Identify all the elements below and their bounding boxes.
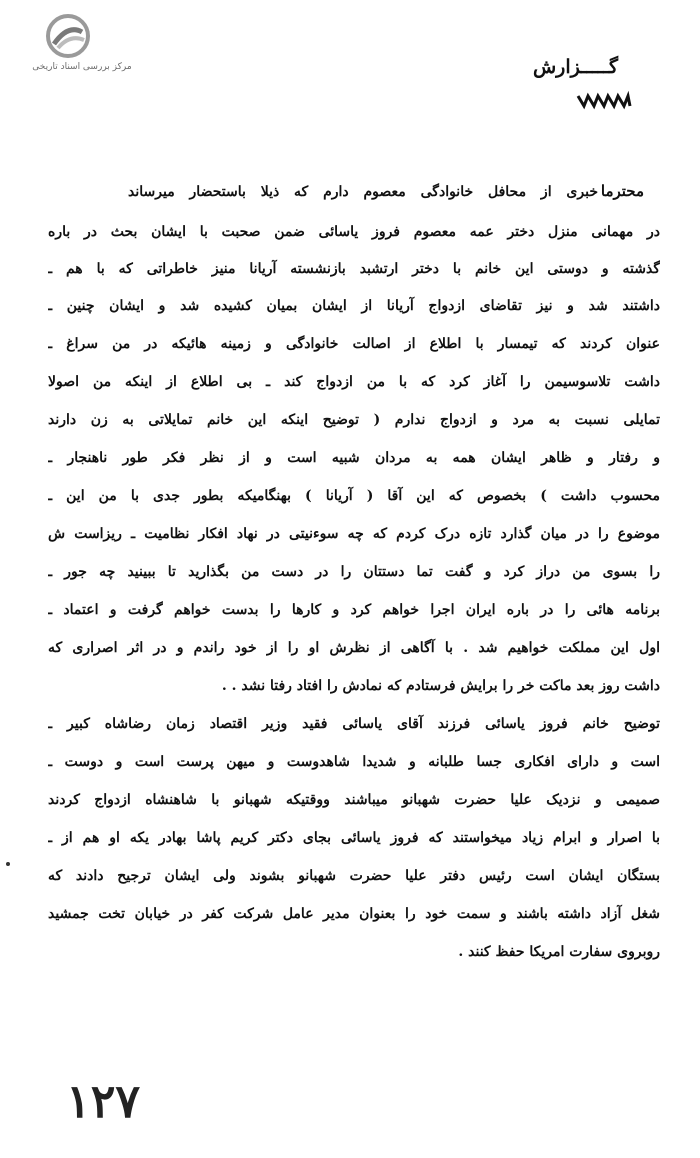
letter-line: در مهمانی منزل دختر عمه معصوم فروز یاسائی ضمن صحبت با ایشان بحث در باره: [48, 224, 660, 240]
letter-line: داشتند شد و نیز تقاضای ازدواج آریانا از ایشان بمیان کشیده شد و ایشان چنین ـ: [48, 298, 660, 314]
letter-line: خبری از محافل خانوادگی معصوم دارم که ذیلا باستحضار میرساند: [128, 184, 598, 200]
letter-line: و رفتار و ظاهر ایشان همه به مردان شبیه است و از نظر فکر طور ناهنجار ـ: [48, 450, 660, 466]
report-title: گـــــزارش: [532, 56, 618, 78]
explanation-text: خانم فروز یاسائی فرزند آقای یاسائی فقید وزیر اقتصاد زمان رضاشاه کبیر ـ: [48, 716, 609, 732]
stray-mark: [6, 862, 10, 866]
letter-line: اول این مملکت خواهیم شد . با آگاهی از نظرش او را از خود راندم و در اثر اصراری که: [48, 640, 660, 656]
page-number: ۱۲۷: [66, 1074, 141, 1128]
letter-line: تمایلی نسبت به مرد و ازدواج ندارم ( توضیح اینکه این خانم تمایلاتی به زن دارند: [48, 412, 660, 428]
explanation-line: است و دارای افکاری جسا طلبانه و شدیدا شاهدوست و میهن پرست است و دوست ـ: [48, 754, 660, 770]
explanation-line: با اصرار و ابرام زیاد میخواستند که فروز یاسائی بجای دکتر کریم پاشا بهادر یکه او هم از ـ: [48, 830, 660, 846]
letter-line: گذشته و دوستی این خانم با دختر ارتشبد بازنشسته آریانا منیز خاطراتی که با هم ـ: [48, 261, 660, 277]
archive-logo-icon: [44, 14, 92, 58]
salutation: محترما: [600, 182, 644, 200]
letter-line: داشت تلاسوسیمن را آغاز کرد که با من ازدواج کند ـ بی اطلاع از اینکه من اصولا: [48, 374, 660, 390]
letter-line: موضوع را در میان گذارد تازه درک کردم که چه سوءنیتی در نهاد افکار نظامیت ـ ریزاست ش: [48, 526, 660, 542]
letter-line: محسوب داشت ) بخصوص که این آقا ( آریانا ) بهنگامیکه بطور جدی با من این ـ: [48, 488, 660, 504]
explanation-line: [48, 714, 660, 736]
archive-logo-caption: مرکز بررسی اسناد تاریخی: [32, 62, 132, 72]
explanation-line: شغل آزاد داشته باشند و سمت خود را بعنوان مدیر عامل شرکت کفر در خیابان تخت جمشید: [48, 906, 660, 922]
letter-line: برنامه هائی را در باره ایران اجرا خواهم کرد و کارها را بدست خواهم گرفت و اعتماد ـ: [48, 602, 660, 618]
explanation-label: توضیح: [623, 716, 660, 732]
letter-line: را بسوی من دراز کرد و گفت تما دستتان را در دست من بگذارید تا ببینید چه جور ـ: [48, 564, 660, 580]
explanation-line: صمیمی و نزدیک علیا حضرت شهبانو میباشند ووقتیکه شهبانو با شاهنشاه ازدواج کردند: [48, 792, 660, 808]
letter-line: عنوان کردند که تیمسار با اطلاع از اصالت خانوادگی و زمینه هائیکه در من سراغ ـ: [48, 336, 660, 352]
explanation-line: بستگان ایشان است رئیس دفتر علیا حضرت شهبانو بشوند ولی ایشان ترجیح دادند که: [48, 868, 660, 884]
explanation-line: روبروی سفارت امریکا حفظ کنند .: [458, 944, 660, 960]
redacted-mark: [576, 90, 632, 110]
letter-line: داشت روز بعد ماکت خر را برایش فرستادم که نمادش را افتاد رفتا نشد . .: [221, 678, 660, 694]
